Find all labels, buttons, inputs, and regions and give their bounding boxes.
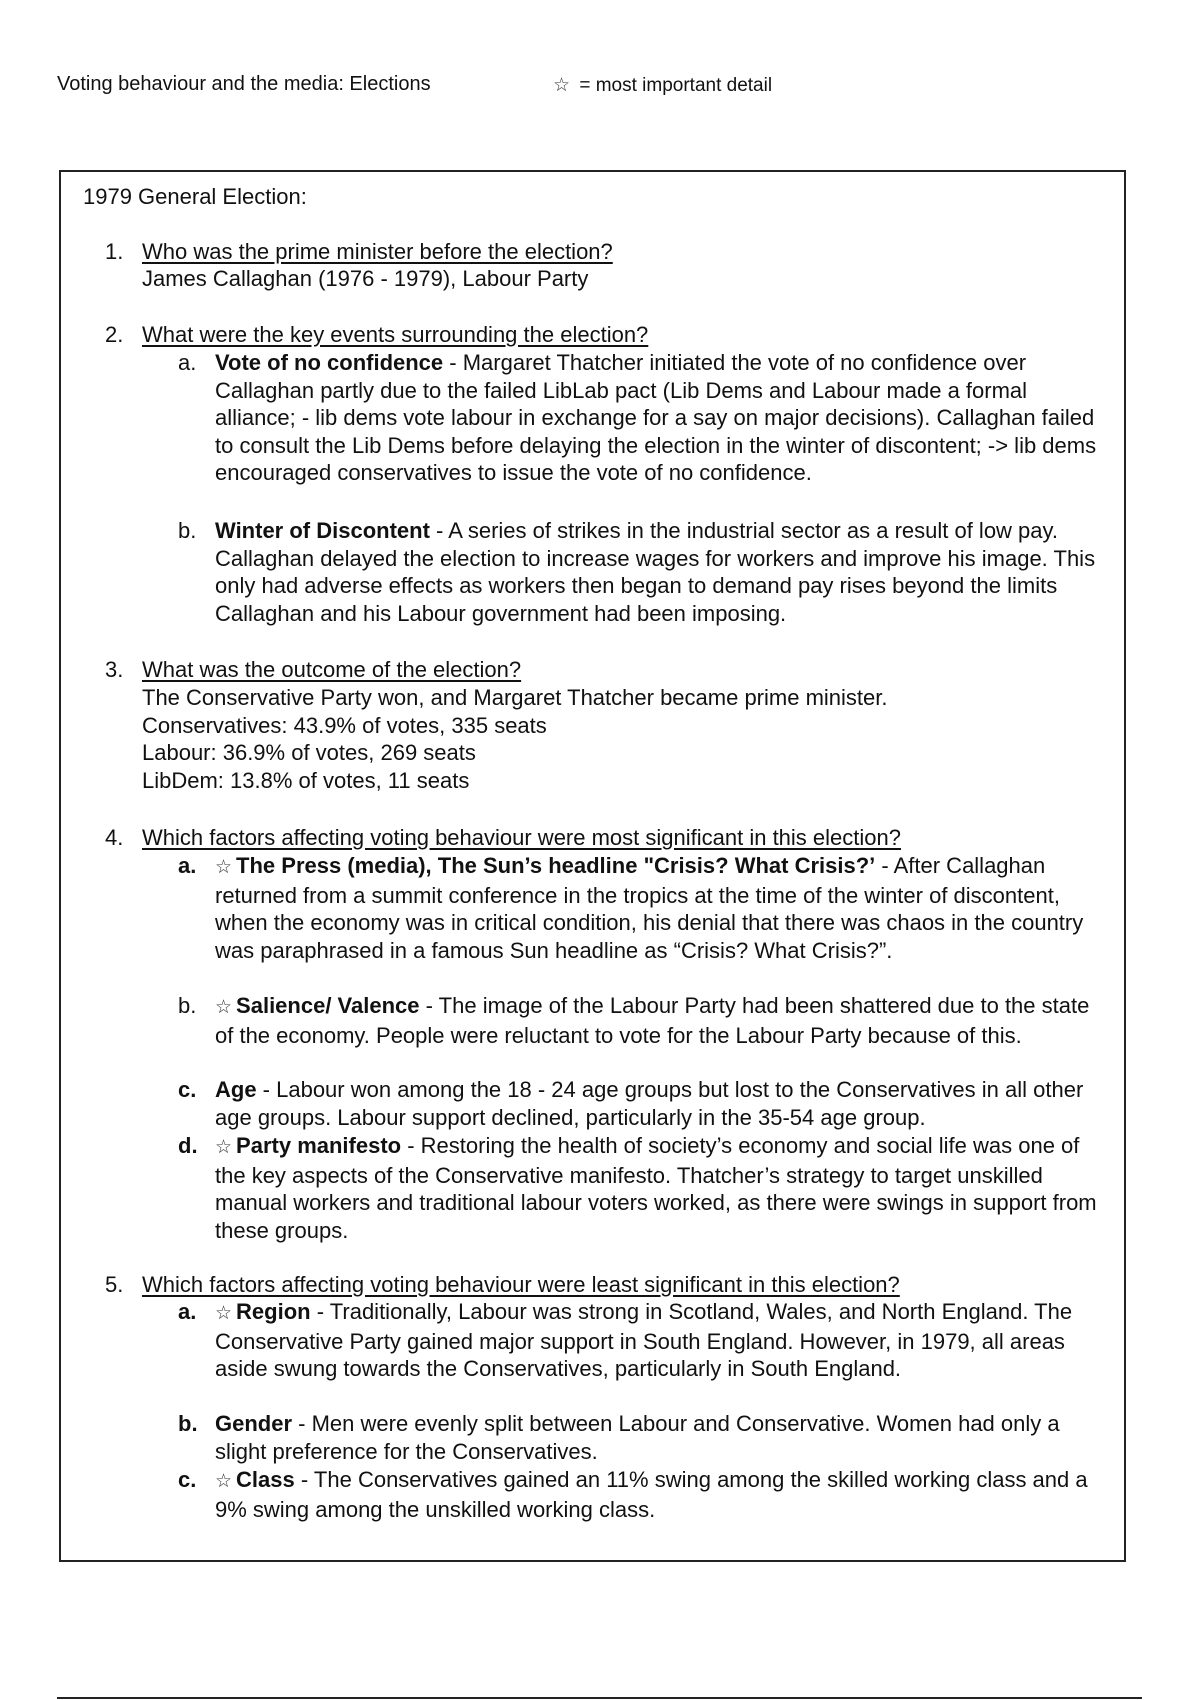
question-text: What were the key events surrounding the election? [142, 322, 649, 347]
document-title: Voting behaviour and the media: Elections [57, 73, 431, 95]
item-term: Region [236, 1299, 311, 1324]
item-term: Salience/ Valence [236, 993, 420, 1018]
star-icon: ☆ [215, 1471, 233, 1492]
list-item [178, 1132, 1108, 1244]
legend-text: = most important detail [579, 75, 773, 96]
section-title: 1979 General Election: [83, 184, 307, 209]
answer-line: The Conservative Party won, and Margaret Thatcher became prime minister. [142, 685, 888, 710]
item-text: - The image of the Labour Party had been shattered due to the state of the economy. People were reluctant to vote for the Labour Party because of this. [215, 993, 1090, 1048]
legend [553, 74, 772, 97]
item-text: - Traditionally, Labour was strong in Scotland, Wales, and North England. The Conservative Party gained major support in South England. However, in 1979, all areas aside swung towards the Conservatives, particularly in South England. [215, 1299, 1073, 1381]
item-term: Winter of Discontent [215, 518, 430, 543]
star-icon: ☆ [215, 1303, 233, 1324]
question-text: Which factors affecting voting behaviour were least significant in this election? [142, 1272, 900, 1297]
question-number: 1. [105, 239, 124, 264]
bottom-divider [57, 1697, 1142, 1699]
item-text: - After Callaghan returned from a summit conference in the tropics at the time of the winter of discontent, when the economy was in critical condition, his denial that there was chaos in the country was paraphrased in a famous Sun headline as “Crisis? What Crisis?”. [215, 853, 1084, 963]
list-item [178, 1298, 1108, 1383]
list-item [178, 1076, 1108, 1131]
item-text: - Margaret Thatcher initiated the vote of no confidence over Callaghan partly due to the failed LibLab pact (Lib Dems and Labour made a formal alliance; - lib dems vote labour in exchange for a say on major decisions). Callaghan failed to consult the Lib Dems before delaying the election in the winter of discontent; -> lib dems encouraged conservatives to issue the vote of no confidence. [215, 350, 1097, 485]
answer-line: Labour: 36.9% of votes, 269 seats [142, 740, 476, 765]
question-number: 2. [105, 322, 124, 347]
list-item [178, 349, 1108, 487]
question-text: Who was the prime minister before the election? [142, 239, 613, 264]
item-letter: b. [178, 1411, 198, 1436]
item-letter: c. [178, 1467, 197, 1492]
list-item [178, 1466, 1108, 1523]
item-term: Age [215, 1077, 257, 1102]
item-text: - Restoring the health of society’s economy and social life was one of the key aspects of the Conservative manifesto. Thatcher’s strategy to target unskilled manual workers and traditional labour voters worked, as there were swings in support from these groups. [215, 1133, 1097, 1243]
question-number: 3. [105, 657, 124, 682]
star-icon: ☆ [553, 75, 571, 96]
item-term: Class [236, 1467, 295, 1492]
answer-line: Conservatives: 43.9% of votes, 335 seats [142, 712, 547, 738]
item-text: - Labour won among the 18 - 24 age groups but lost to the Conservatives in all other age groups. Labour support declined, particularly in the 35-54 age group. [215, 1077, 1084, 1130]
item-text: - A series of strikes in the industrial sector as a result of low pay. Callaghan delayed the election to increase wages for workers and improve his image. This only had adverse effects as workers then began to demand pay rises beyond the limits Callaghan and his Labour government had been imposing. [215, 518, 1096, 626]
item-letter: c. [178, 1077, 197, 1102]
question-number: 4. [105, 825, 124, 850]
item-letter: a. [178, 853, 197, 878]
question-number: 5. [105, 1272, 124, 1297]
item-letter: a. [178, 1299, 197, 1324]
star-icon: ☆ [215, 857, 233, 878]
star-icon: ☆ [215, 997, 233, 1018]
star-icon: ☆ [215, 1137, 233, 1158]
item-text: - The Conservatives gained an 11% swing among the skilled working class and a 9% swing among the unskilled working class. [215, 1467, 1088, 1522]
answer-line: LibDem: 13.8% of votes, 11 seats [142, 767, 470, 793]
item-term: Vote of no confidence [215, 350, 444, 375]
item-text: - Men were evenly split between Labour and Conservative. Women had only a slight preference for the Conservatives. [215, 1411, 1060, 1464]
item-letter: a. [178, 350, 197, 375]
list-item [178, 992, 1108, 1049]
question-text: Which factors affecting voting behaviour were most significant in this election? [142, 825, 901, 850]
item-term: The Press (media), The Sun’s headline "Crisis? What Crisis?’ [236, 853, 876, 878]
item-term: Gender [215, 1411, 293, 1436]
answer-3 [142, 684, 1102, 794]
item-letter: d. [178, 1133, 198, 1158]
question-text: What was the outcome of the election? [142, 657, 522, 682]
list-item [178, 852, 1108, 964]
list-item [178, 1410, 1108, 1465]
item-letter: b. [178, 518, 197, 543]
item-term: Party manifesto [236, 1133, 402, 1158]
answer-1 [142, 265, 1102, 293]
list-item [178, 517, 1108, 627]
answer-line: James Callaghan (1976 - 1979), Labour Party [142, 266, 589, 291]
item-letter: b. [178, 993, 197, 1018]
